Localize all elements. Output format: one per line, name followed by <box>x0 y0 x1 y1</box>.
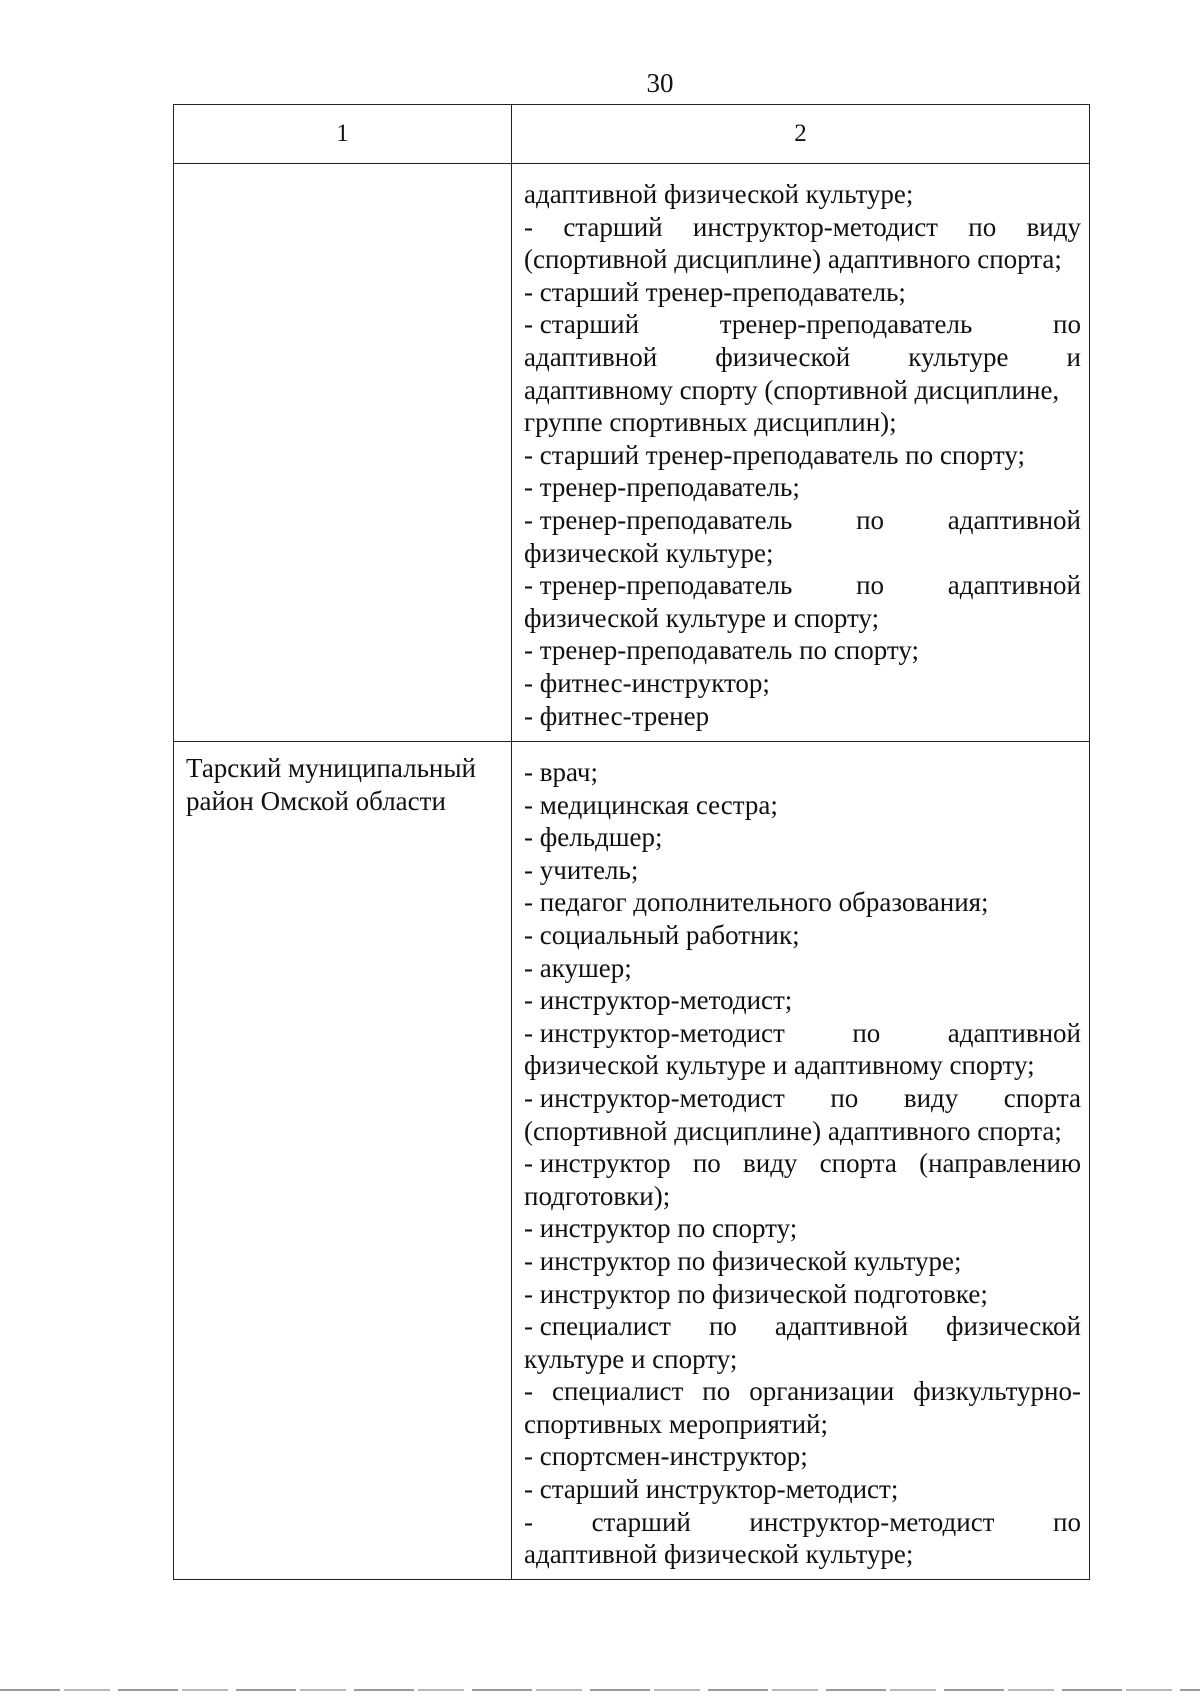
text-line: (спортивной дисциплине) адаптивного спорта; <box>524 244 1062 275</box>
text-line <box>524 211 1081 244</box>
text-line: группе спортивных дисциплин); <box>524 407 897 438</box>
word: тренер-преподаватель <box>719 309 973 340</box>
word: адаптивной <box>947 504 1081 535</box>
text-line <box>524 341 1081 374</box>
word: физической <box>946 1311 1081 1342</box>
text-line: - педагог дополнительного образования; <box>524 887 989 918</box>
word: - специалист <box>524 1311 671 1342</box>
word: инструктор-методист <box>749 1506 995 1537</box>
text-line: - старший тренер-преподаватель; <box>524 276 906 307</box>
text-line <box>524 308 1081 341</box>
text-line: физической культуре и адаптивному спорту; <box>524 1050 1035 1081</box>
positions-list-continued <box>512 164 1090 742</box>
text-line: адаптивной физической культуре; <box>524 1539 914 1570</box>
text-line <box>524 1506 1081 1539</box>
text-line: - инструктор-методист; <box>524 985 793 1016</box>
region-cell <box>174 742 512 1580</box>
word: - <box>524 1376 533 1407</box>
text-line: - тренер-преподаватель; <box>524 472 800 503</box>
page-number: 30 <box>646 68 674 98</box>
word: по <box>702 1376 731 1407</box>
word: адаптивной <box>774 1311 909 1342</box>
word: организации <box>749 1376 895 1407</box>
word: - <box>524 1506 533 1537</box>
text-line: - спортсмен-инструктор; <box>524 1441 808 1472</box>
text-line: адаптивному спорту (спортивной дисциплине, <box>524 374 1060 405</box>
word: по <box>708 1311 737 1342</box>
empty-region-cell <box>174 164 512 742</box>
text-line <box>524 1147 1081 1180</box>
word: старший <box>591 1506 691 1537</box>
text-line: - фельдшер; <box>524 822 663 853</box>
positions-list-tara <box>512 742 1090 1580</box>
word: - старший <box>524 309 640 340</box>
text-line: - инструктор по физической культуре; <box>524 1245 962 1276</box>
word: физкультурно- <box>913 1376 1081 1407</box>
word: по <box>968 211 997 242</box>
text-line: адаптивной физической культуре; <box>524 179 914 209</box>
word: - инструктор-методист <box>524 1017 785 1048</box>
text-line <box>524 1375 1081 1408</box>
text-line: - старший инструктор-методист; <box>524 1474 899 1505</box>
word: - <box>524 211 533 242</box>
word: - тренер-преподаватель <box>524 504 793 535</box>
word: виду <box>903 1082 959 1113</box>
text-line <box>524 1310 1081 1343</box>
text-line: - старший тренер-преподаватель по спорту; <box>524 439 1026 470</box>
text-line: - учитель; <box>524 854 639 885</box>
word: по <box>692 1148 721 1179</box>
column-header-1: 1 <box>174 105 512 164</box>
word: по <box>830 1082 859 1113</box>
text-line: - инструктор по физической подготовке; <box>524 1278 988 1309</box>
text-line: культуре и спорту; <box>524 1343 738 1374</box>
text-line: район Омской области <box>186 785 446 816</box>
word: специалист <box>552 1376 684 1407</box>
text-line: подготовки); <box>524 1180 671 1211</box>
word: по <box>852 1017 881 1048</box>
column-header-2: 2 <box>512 105 1090 164</box>
text-line: физической культуре и спорту; <box>524 602 880 633</box>
word: старший <box>563 211 663 242</box>
word: адаптивной <box>947 570 1081 601</box>
word: виду <box>1026 211 1081 242</box>
word: по <box>856 570 885 601</box>
word: - инструктор <box>524 1148 671 1179</box>
positions-table <box>173 104 1090 1580</box>
text-line <box>524 569 1081 602</box>
text-line: - медицинская сестра; <box>524 789 778 820</box>
word: по <box>856 504 885 535</box>
word: - тренер-преподаватель <box>524 570 793 601</box>
word: - инструктор-методист <box>524 1082 785 1113</box>
table-row-continuation <box>174 164 1090 742</box>
text-line: (спортивной дисциплине) адаптивного спорта; <box>524 1115 1062 1146</box>
word: адаптивной <box>524 341 658 372</box>
text-line: физической культуре; <box>524 537 774 568</box>
word: адаптивной <box>947 1017 1081 1048</box>
text-line: - инструктор по спорту; <box>524 1213 798 1244</box>
text-line <box>524 1082 1081 1115</box>
word: по <box>1053 1506 1081 1537</box>
word: и <box>1066 341 1081 372</box>
word: виду <box>743 1148 798 1179</box>
text-line <box>524 1017 1081 1050</box>
word: физической <box>715 341 851 372</box>
word: (направлению <box>919 1148 1081 1179</box>
text-line: - фитнес-инструктор; <box>524 667 770 698</box>
text-line: Тарский муниципальный <box>186 753 476 783</box>
word: спорта <box>1003 1082 1081 1113</box>
text-line: - фитнес-тренер <box>524 700 710 731</box>
word: инструктор-методист <box>692 211 938 242</box>
word: по <box>1053 309 1081 340</box>
scan-edge-line <box>0 1689 1200 1691</box>
table-header-row <box>174 105 1090 164</box>
text-line: - социальный работник; <box>524 919 800 950</box>
table-row-tara <box>174 742 1090 1580</box>
text-line: - тренер-преподаватель по спорту; <box>524 635 919 666</box>
text-line: - акушер; <box>524 952 632 983</box>
text-line <box>524 504 1081 537</box>
text-line: спортивных мероприятий; <box>524 1408 829 1439</box>
word: культуре <box>908 341 1009 372</box>
text-line: - врач; <box>524 757 598 787</box>
word: спорта <box>819 1148 897 1179</box>
